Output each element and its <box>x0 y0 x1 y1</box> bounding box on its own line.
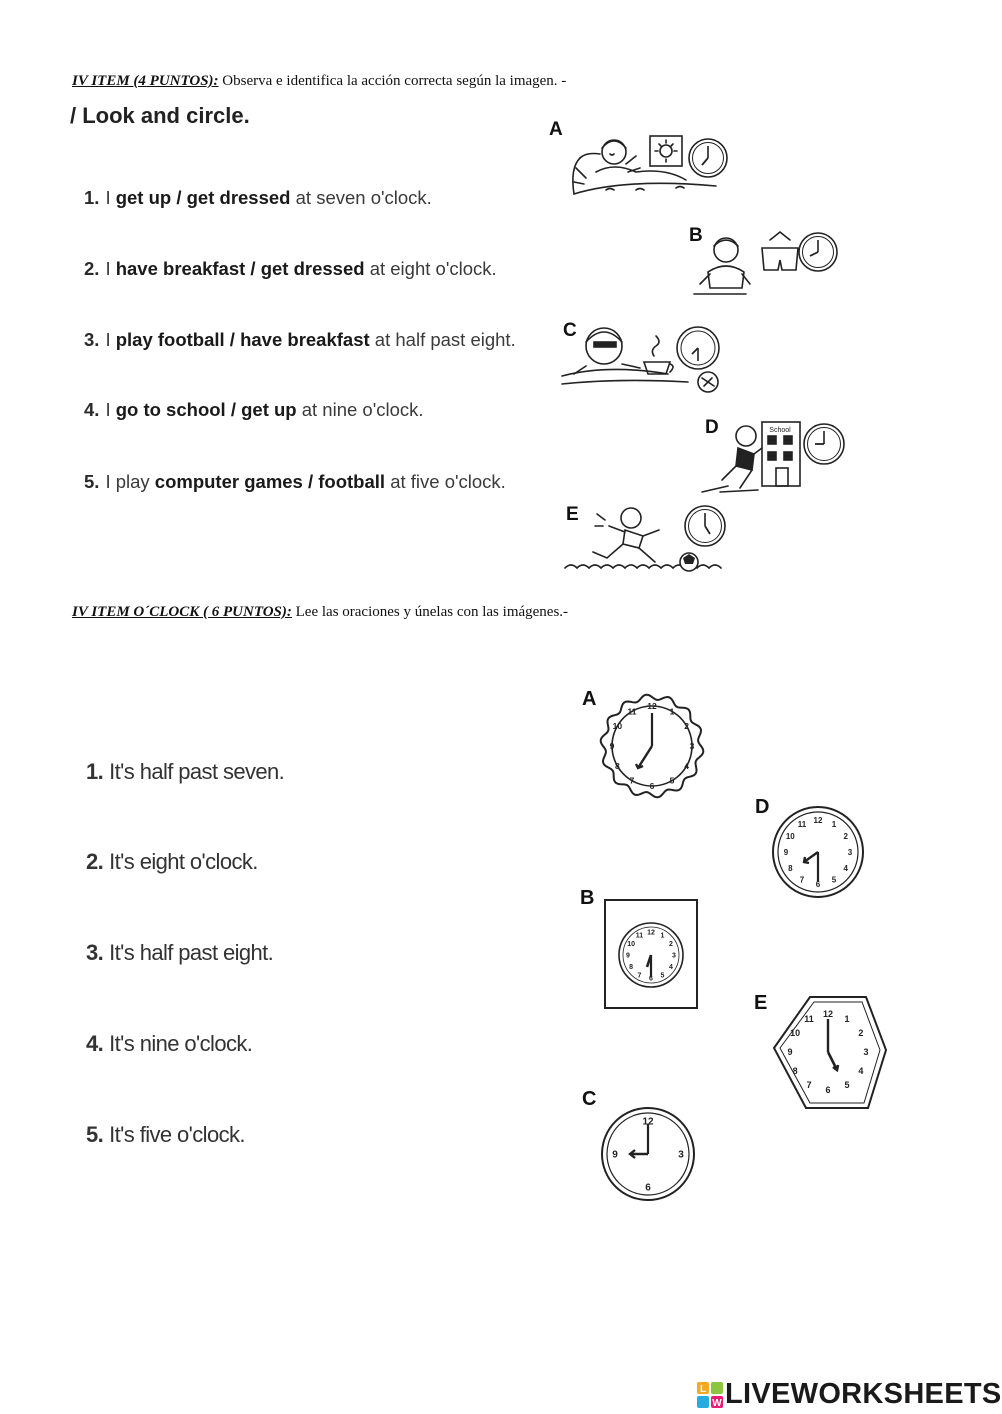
clock-number: 12 <box>642 1116 654 1128</box>
section1-heading-label: IV ITEM (4 PUNTOS): <box>72 73 219 89</box>
clock-number: 4 <box>843 863 848 873</box>
clock-d <box>773 807 863 897</box>
clock-number: 2 <box>858 1028 864 1039</box>
svg-text:W: W <box>712 1398 722 1409</box>
clock-number: 2 <box>684 721 689 731</box>
exercise2-item-number: 4. <box>86 1031 104 1056</box>
clock-number: 2 <box>843 831 848 841</box>
clock-number: 4 <box>858 1066 864 1077</box>
exercise2-item-text: It's five o'clock. <box>109 1122 245 1147</box>
exercise1-item-suffix: at half past eight. <box>369 329 516 350</box>
exercise1-item-prefix: I <box>105 258 116 279</box>
clock-number: 10 <box>790 1028 801 1039</box>
clock-number: 6 <box>645 1182 651 1194</box>
clock-number: 8 <box>788 863 793 873</box>
exercise1-item-number: 4. <box>84 399 100 420</box>
clock-number: 6 <box>825 1085 831 1096</box>
clock-letter-d: D <box>755 796 770 818</box>
clock-number: 12 <box>647 701 657 711</box>
clock-number: 8 <box>792 1066 798 1077</box>
clock-number: 6 <box>649 975 653 983</box>
cut-off-title: / Look and circle. <box>70 103 250 128</box>
picture-letter-c: C <box>563 320 577 341</box>
clock-number: 7 <box>806 1080 812 1091</box>
clock-number: 3 <box>847 847 853 857</box>
clock-number: 10 <box>612 721 623 731</box>
clock-number: 4 <box>684 761 689 771</box>
clock-number: 5 <box>831 875 837 885</box>
exercise1-item-prefix: I <box>105 399 116 420</box>
exercise1-item-choices[interactable]: computer games / football <box>154 471 386 492</box>
exercise2-item-number: 2. <box>86 849 104 874</box>
exercise1-item-prefix: I <box>105 187 116 208</box>
clock-number: 4 <box>668 963 673 971</box>
clock-letter-c: C <box>582 1088 597 1110</box>
clock-number: 8 <box>615 761 620 771</box>
clock-number: 3 <box>672 952 676 960</box>
clock-number: 9 <box>626 952 630 960</box>
clock-number: 7 <box>629 775 635 786</box>
exercise1-item-prefix: I <box>105 329 116 350</box>
clock-number: 9 <box>609 741 615 751</box>
clock-number: 3 <box>678 1149 684 1161</box>
clock-number: 12 <box>822 1009 834 1020</box>
clock-number: 5 <box>669 775 675 786</box>
clock-number: 7 <box>637 972 642 980</box>
exercise1-item-suffix: at nine o'clock. <box>296 399 424 420</box>
section1-heading-text: Observa e identifica la acción correcta según la imagen. - <box>218 73 567 89</box>
clock-number: 5 <box>660 972 665 980</box>
clock-number: 9 <box>783 847 789 857</box>
clock-number: 8 <box>629 964 634 971</box>
clock-number: 1 <box>831 820 837 830</box>
exercise1-item-number: 5. <box>84 471 100 492</box>
exercise1-item-prefix: I play <box>105 471 155 492</box>
school-sign-text: School <box>769 427 791 434</box>
exercise2-item-text: It's half past seven. <box>109 759 285 784</box>
clock-number: 6 <box>815 879 821 889</box>
clock-letter-e: E <box>754 992 768 1014</box>
picture-letter-a: A <box>549 119 563 140</box>
logo-mark-icon <box>697 1382 723 1408</box>
clock-letter-b: B <box>580 887 595 909</box>
exercise2-item-text: It's nine o'clock. <box>109 1031 253 1056</box>
exercise1-item-number: 1. <box>84 187 100 208</box>
clock-number: 12 <box>813 815 823 825</box>
logo-text: LIVEWORKSHEETS <box>725 1378 1002 1410</box>
exercise2-item-number: 3. <box>86 940 104 965</box>
section2-heading-label: IV ITEM O´CLOCK ( 6 PUNTOS): <box>72 604 292 620</box>
clock-number: 9 <box>787 1047 793 1058</box>
clock-number: 9 <box>612 1149 618 1161</box>
clock-letter-a: A <box>582 688 597 710</box>
exercise1-item-suffix: at seven o'clock. <box>290 187 432 208</box>
exercise1-item-number: 2. <box>84 258 100 279</box>
clock-number: 3 <box>863 1047 869 1058</box>
exercise1-item-number: 3. <box>84 329 100 350</box>
exercise1-item-choices[interactable]: have breakfast / get dressed <box>115 258 365 279</box>
exercise1-item-choices[interactable]: go to school / get up <box>115 399 297 420</box>
clock-e <box>774 997 886 1108</box>
exercise2-item-text: It's half past eight. <box>109 940 274 965</box>
clock-number: 1 <box>660 932 665 940</box>
exercise2-item-text: It's eight o'clock. <box>109 849 258 874</box>
clock-a <box>601 695 704 798</box>
clock-number: 12 <box>647 929 655 937</box>
clock-number: 1 <box>844 1014 850 1025</box>
clock-number: 10 <box>785 831 795 841</box>
clock-c <box>602 1108 694 1200</box>
clock-number: 3 <box>689 741 695 751</box>
clock-number: 1 <box>669 706 675 717</box>
picture-letter-d: D <box>705 417 719 438</box>
clock-number: 11 <box>635 932 644 940</box>
exercise2-item-number: 5. <box>86 1122 104 1147</box>
picture-letter-b: B <box>689 225 703 246</box>
exercise1-item-suffix: at five o'clock. <box>385 471 506 492</box>
picture-letter-e: E <box>566 504 579 525</box>
clock-b <box>605 900 697 1008</box>
exercise2-item-number: 1. <box>86 759 104 784</box>
clock-number: 5 <box>844 1080 850 1091</box>
clock-number: 2 <box>668 940 673 948</box>
liveworksheets-logo <box>697 1378 1002 1414</box>
section2-heading-text: Lee las oraciones y únelas con las imágenes.- <box>291 604 569 620</box>
exercise1-item-choices[interactable]: get up / get dressed <box>115 187 291 208</box>
clock-number: 11 <box>797 820 807 830</box>
exercise1-item-suffix: at eight o'clock. <box>364 258 497 279</box>
svg-text:L: L <box>699 1384 707 1395</box>
clock-number: 7 <box>799 875 805 885</box>
clock-number: 11 <box>804 1014 814 1025</box>
clock-number: 11 <box>627 706 637 717</box>
exercise1-item-choices[interactable]: play football / have breakfast <box>115 329 370 350</box>
clock-number: 6 <box>649 781 655 791</box>
clock-number: 10 <box>627 940 635 948</box>
